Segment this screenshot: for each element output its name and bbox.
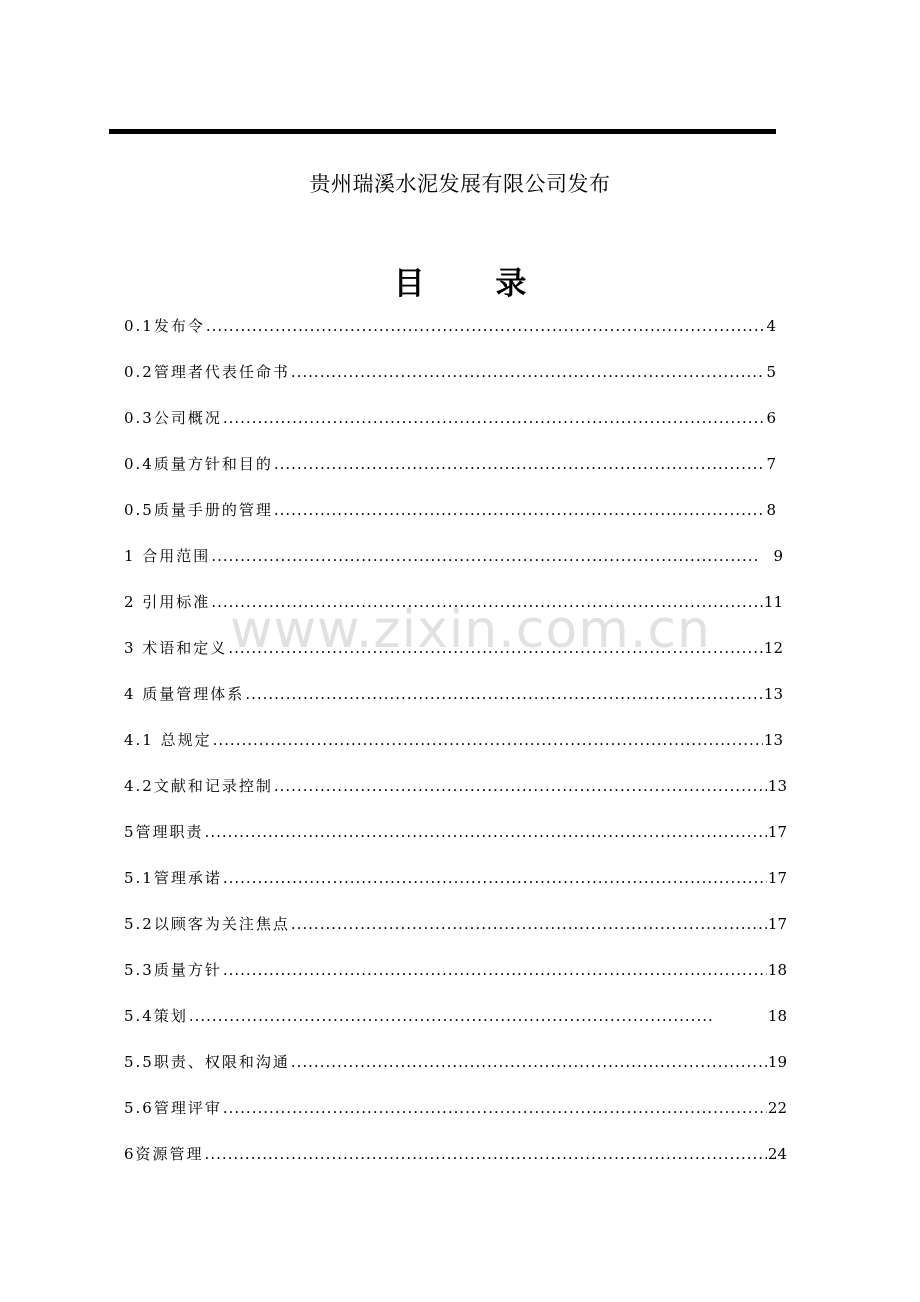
toc-entry-label: 5.3质量方针 <box>124 961 222 979</box>
header-rule <box>109 129 776 134</box>
toc-entry-page: 22 <box>767 1099 787 1117</box>
toc-dot-leader <box>274 452 766 476</box>
toc-dot-leader <box>223 406 766 430</box>
toc-entry[interactable] <box>124 1142 787 1166</box>
toc-entry-page: 17 <box>767 823 787 841</box>
toc-dot-leader <box>189 1004 714 1028</box>
toc-entry[interactable] <box>124 636 783 660</box>
toc-entry[interactable] <box>124 682 783 706</box>
toc-entry[interactable] <box>124 406 776 430</box>
toc-entry-page: 24 <box>767 1145 787 1163</box>
toc-entry-page: 17 <box>767 869 787 887</box>
toc-dot-leader <box>291 1050 767 1074</box>
toc-dot-leader <box>291 912 767 936</box>
toc-entry-label: 2 引用标准 <box>124 593 211 611</box>
toc-entry-page: 12 <box>763 639 783 657</box>
toc-dot-leader <box>206 314 766 338</box>
toc-entry[interactable] <box>124 498 776 522</box>
toc-entry-label: 3 术语和定义 <box>124 639 228 657</box>
toc-dot-leader <box>274 498 766 522</box>
toc-dot-leader <box>291 360 766 384</box>
toc-dot-leader <box>228 636 763 660</box>
toc-entry[interactable] <box>124 1096 787 1120</box>
toc-dot-leader <box>205 1142 767 1166</box>
toc-entry-label: 6资源管理 <box>124 1145 204 1163</box>
toc-entry-label: 0.4质量方针和目的 <box>124 455 273 473</box>
publisher-line: 贵州瑞溪水泥发展有限公司发布 <box>309 172 611 196</box>
toc-entry-page: 13 <box>763 731 783 749</box>
toc-entry-page: 19 <box>767 1053 787 1071</box>
toc-entry-label: 4.1 总规定 <box>124 731 212 749</box>
toc-entry-page: 6 <box>766 409 776 427</box>
toc-entry[interactable] <box>124 314 776 338</box>
toc-dot-leader <box>245 682 763 706</box>
toc-entry[interactable] <box>124 544 783 568</box>
toc-entry-label: 4 质量管理体系 <box>124 685 245 703</box>
toc-entry-label: 4.2文献和记录控制 <box>124 777 273 795</box>
toc-entry-page: 4 <box>766 317 776 335</box>
toc-entry-label: 5.5职责、权限和沟通 <box>124 1053 290 1071</box>
toc-entry-page: 5 <box>766 363 776 381</box>
toc-dot-leader <box>205 820 767 844</box>
toc-entry[interactable] <box>124 360 776 384</box>
toc-entry[interactable] <box>124 958 787 982</box>
toc-entry[interactable] <box>124 1004 787 1028</box>
toc-title: 目 录 <box>393 266 557 302</box>
toc-entry-label: 5.4策划 <box>124 1007 188 1025</box>
toc-entry[interactable] <box>124 866 787 890</box>
toc-dot-leader <box>211 544 758 568</box>
toc-dot-leader <box>223 958 767 982</box>
toc-entry[interactable] <box>124 452 776 476</box>
toc-entry-page: 17 <box>767 915 787 933</box>
toc-entry-page: 11 <box>763 593 783 611</box>
toc-dot-leader <box>223 1096 767 1120</box>
toc-entry-label: 0.5质量手册的管理 <box>124 501 273 519</box>
toc-entry-page: 7 <box>766 455 776 473</box>
toc-dot-leader <box>213 728 763 752</box>
toc-entry-label: 0.1发布令 <box>124 317 205 335</box>
toc-entry[interactable] <box>124 912 787 936</box>
toc-entry-page: 13 <box>767 777 787 795</box>
toc-entry-label: 5管理职责 <box>124 823 204 841</box>
toc-dot-leader <box>274 774 767 798</box>
toc-entry-label: 5.1管理承诺 <box>124 869 222 887</box>
toc-entry-label: 1 合用范围 <box>124 547 211 565</box>
watermark: www.zixin.com.cn <box>230 600 711 660</box>
toc-dot-leader <box>223 866 767 890</box>
toc-entry[interactable] <box>124 774 787 798</box>
toc-entry-page: 8 <box>766 501 776 519</box>
toc-entry[interactable] <box>124 590 783 614</box>
toc-entry-page: 9 <box>773 547 783 565</box>
toc-entry[interactable] <box>124 1050 787 1074</box>
toc-entry-page: 18 <box>767 1007 787 1025</box>
toc-entry-page: 18 <box>767 961 787 979</box>
toc-entry-label: 0.3公司概况 <box>124 409 222 427</box>
toc-entry-label: 5.6管理评审 <box>124 1099 222 1117</box>
toc-entry[interactable] <box>124 820 787 844</box>
toc-entry-label: 5.2以顾客为关注焦点 <box>124 915 290 933</box>
toc-entry[interactable] <box>124 728 783 752</box>
toc-entry-label: 0.2管理者代表任命书 <box>124 363 290 381</box>
toc-dot-leader <box>211 590 763 614</box>
toc-entry-page: 13 <box>763 685 783 703</box>
